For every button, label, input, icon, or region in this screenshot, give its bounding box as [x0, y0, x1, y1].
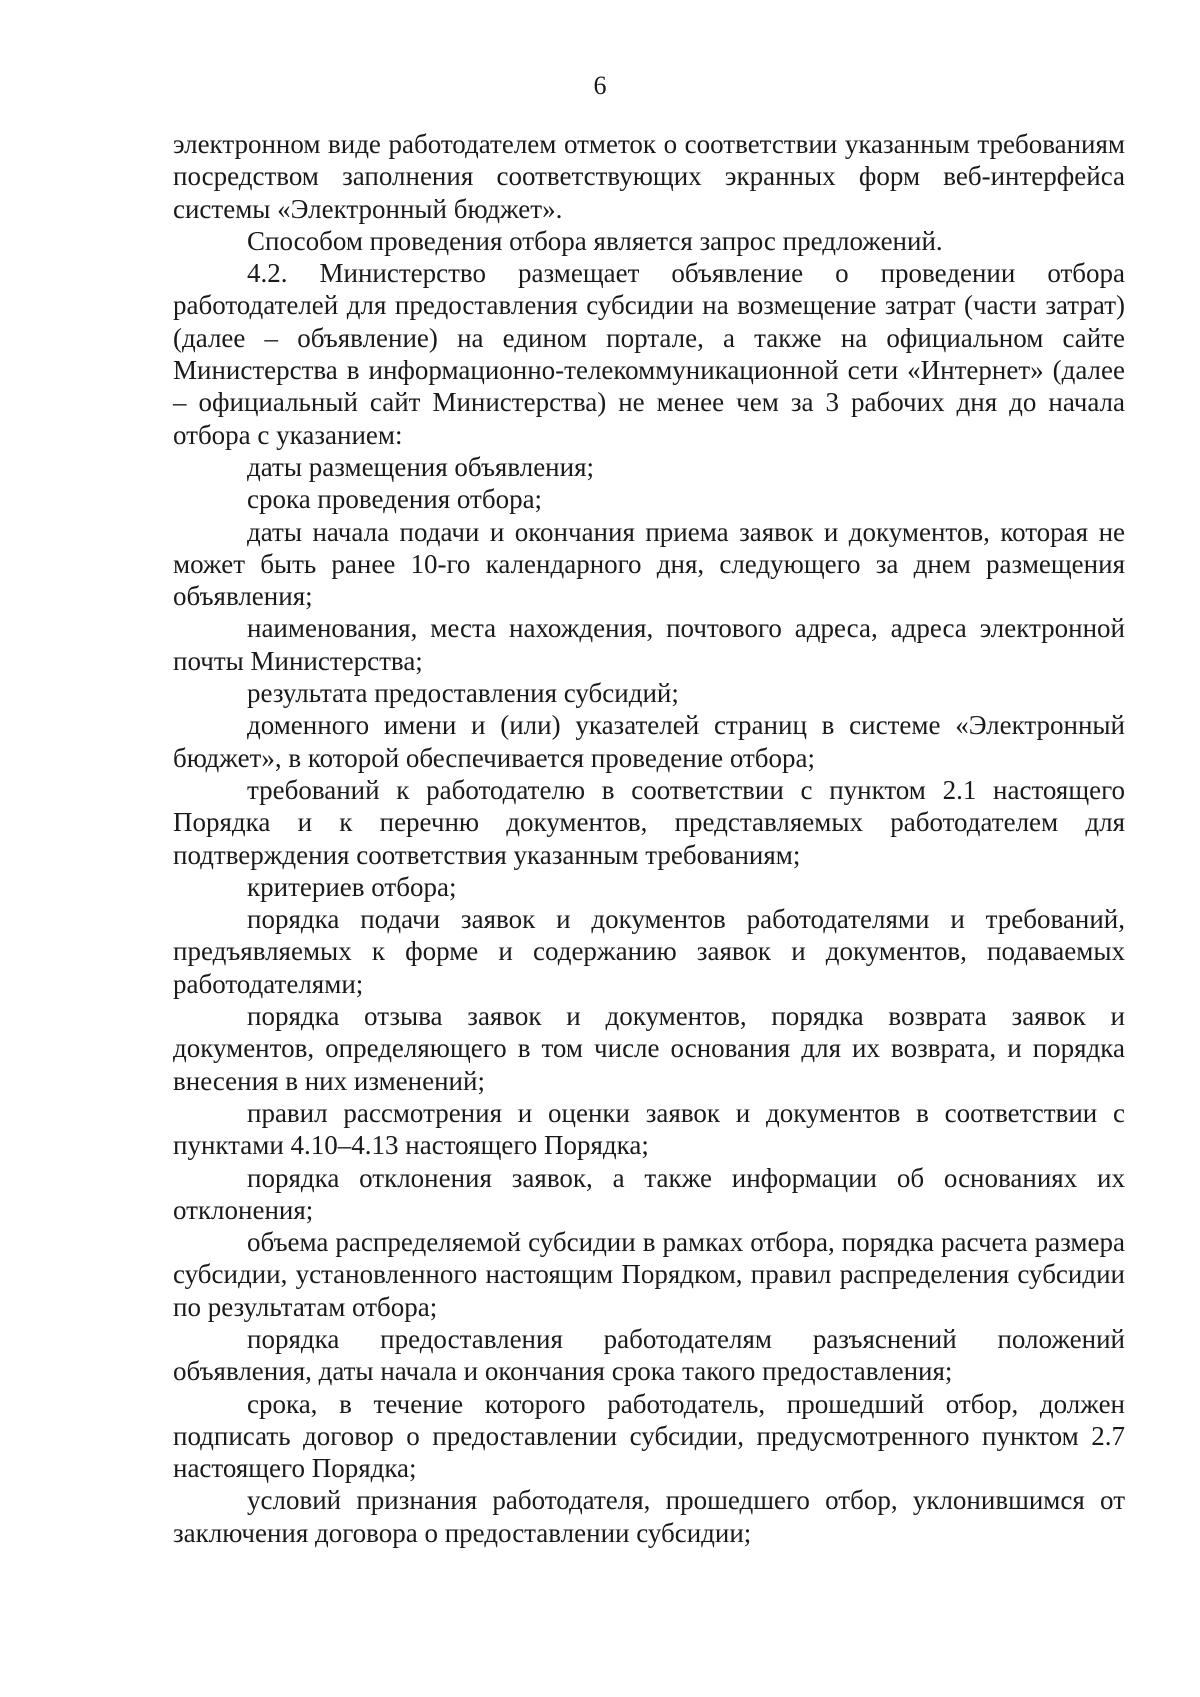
list-item: условий признания работодателя, прошедшего отбор, уклонившимся от заключения договора о предоставлении субсидии;	[173, 1485, 1125, 1548]
list-item: срока проведения отбора;	[247, 484, 543, 515]
list-item: порядка отзыва заявок и документов, порядка возврата заявок и документов, определяющего в том числе основания для их возврата, и порядка внесения в них изменений;	[173, 1001, 1125, 1096]
list-item: даты начала подачи и окончания приема заявок и документов, которая не может быть ранее 10-го календарного дня, следующего за днем размещения объявления;	[173, 516, 1125, 612]
page-number: 6	[593, 71, 607, 100]
document-body	[173, 128, 1125, 1549]
list-item: даты размещения объявления;	[247, 451, 595, 482]
list-item: результата предоставления субсидий;	[247, 678, 679, 709]
list-item: срока, в течение которого работодатель, прошедший отбор, должен подписать договор о предоставлении субсидии, предусмотренного пунктом 2.7 настоящего Порядка;	[173, 1388, 1125, 1484]
list-item: наименования, места нахождения, почтового адреса, адреса электронной почты Министерства;	[173, 613, 1125, 676]
paragraph: электронном виде работодателем отметок о соответствии указанным требованиям посредством заполнения соответствующих экранных форм веб-интерфейса системы «Электронный бюджет».	[173, 129, 1125, 224]
list-item: порядка отклонения заявок, а также информации об основаниях их отклонения;	[173, 1162, 1125, 1225]
paragraph: Способом проведения отбора является запрос предложений.	[247, 225, 943, 256]
list-item: доменного имени и (или) указателей страниц в системе «Электронный бюджет», в которой обеспечивается проведение отбора;	[173, 710, 1125, 773]
paragraph: 4.2. Министерство размещает объявление о проведении отбора работодателей для предоставления субсидии на возмещение затрат (части затрат) (далее – объявление) на едином портале, а также на официальном сайте Министерства в информационно-телекоммуникационной сети «Интернет» (далее – официальный сайт Министерства) не менее чем за 3 рабочих дня до начала отбора с указанием:	[173, 258, 1125, 450]
list-item: порядка подачи заявок и документов работодателями и требований, предъявляемых к форме и содержанию заявок и документов, подаваемых работодателями;	[173, 904, 1125, 999]
list-item: критериев отбора;	[247, 871, 457, 902]
list-item: правил рассмотрения и оценки заявок и документов в соответствии с пунктами 4.10–4.13 настоящего Порядка;	[173, 1097, 1125, 1161]
list-item: объема распределяемой субсидии в рамках отбора, порядка расчета размера субсидии, установленного настоящим Порядком, правил распределения субсидии по результатам отбора;	[173, 1227, 1125, 1322]
list-item: порядка предоставления работодателям разъяснений положений объявления, даты начала и окончания срока такого предоставления;	[173, 1323, 1125, 1387]
list-item: требований к работодателю в соответствии с пунктом 2.1 настоящего Порядка и к перечню документов, представляемых работодателем для подтверждения соответствия указанным требованиям;	[173, 774, 1125, 870]
